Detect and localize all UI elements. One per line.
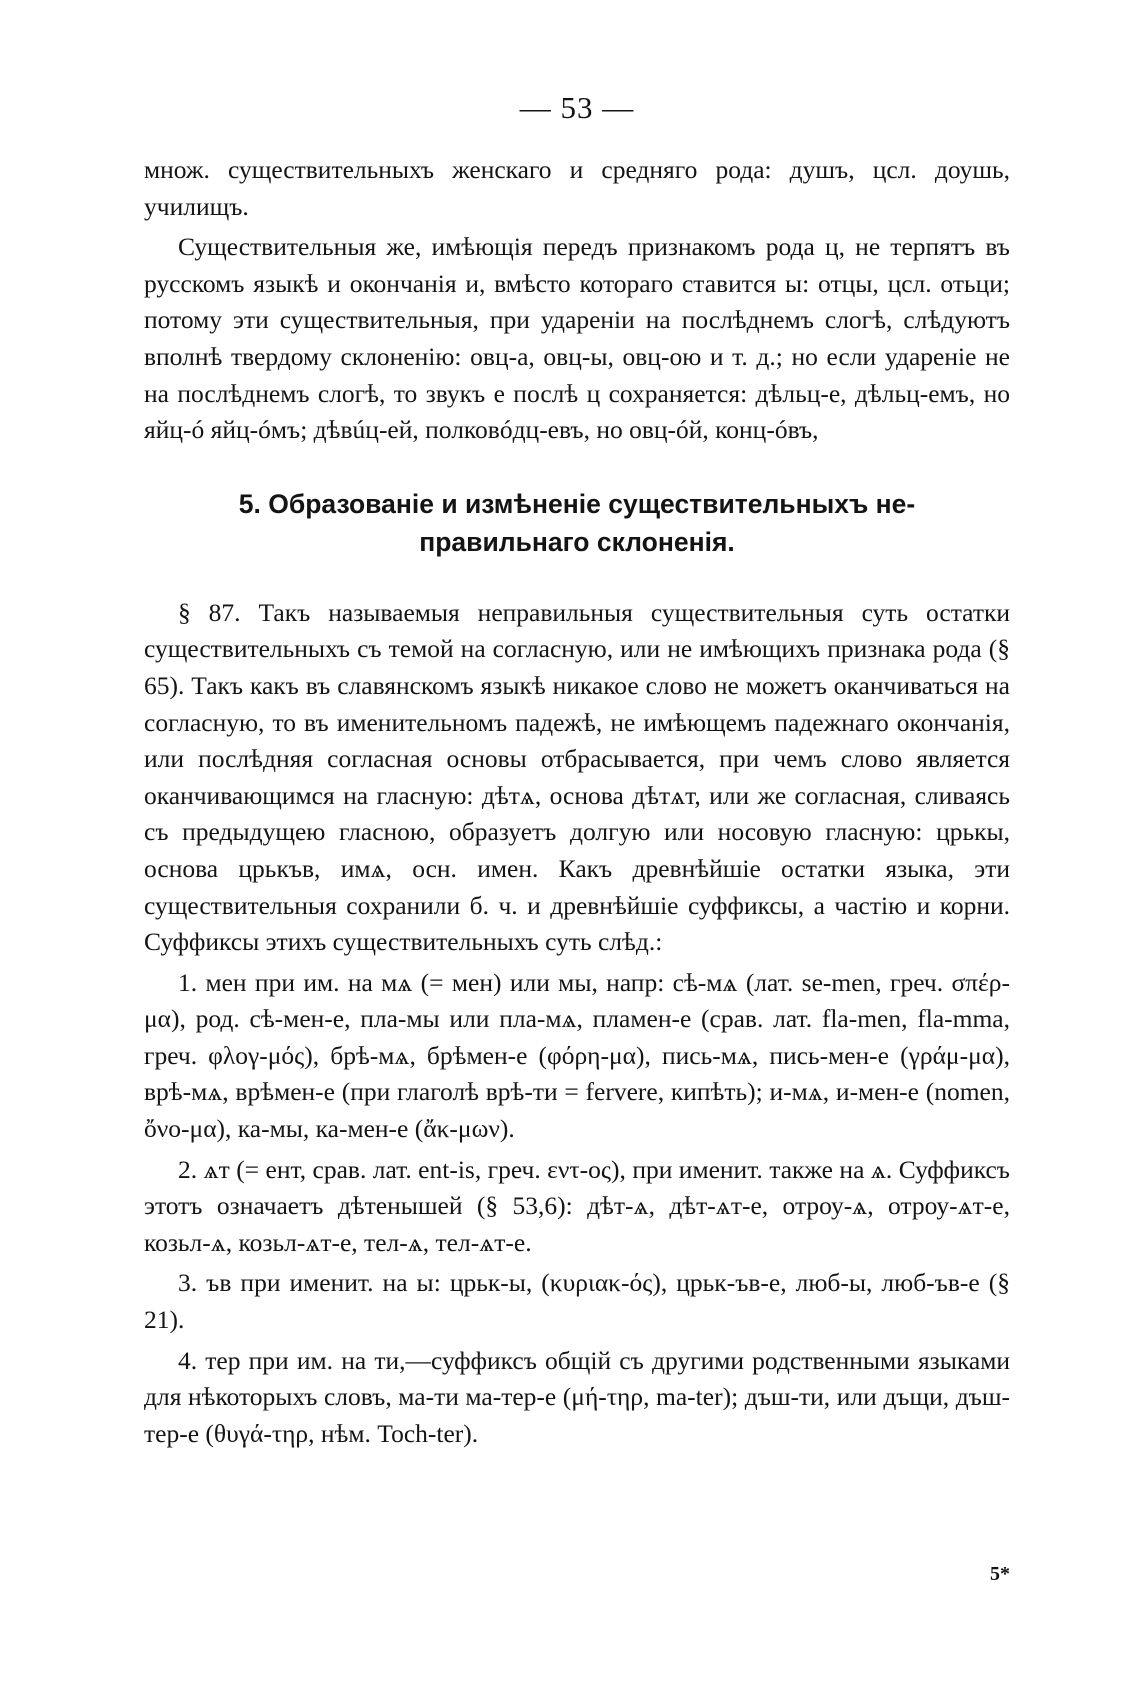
section-heading-line-1: 5. Образованіе и измѣненіе существительныхъ не- <box>238 488 916 519</box>
paragraph-suffix-yat: 2. ѧт (= ент, срав. лат. ent-is, греч. εντ-ος), при именит. также на ѧ. Суффиксъ этотъ означаетъ дѣтенышей (§ 53,6): дѣт-ѧ, дѣт-ѧт-е, отроу-ѧ, отроу-ѧт-е, козьл-ѧ, козьл-ѧт-е, тел-ѧ, тел-ѧт-е. <box>144 1154 1010 1257</box>
paragraph-suffix-men: 1. мен при им. на мѧ (= мен) или мы, напр: сѣ-мѧ (лат. se-men, греч. σπέρ-μα), род. сѣ-мен-е, пла-мы или пла-мѧ, пламен-е (срав. лат. fla-men, fla-mma, греч. φλογ-μός), брѣ-мѧ, брѣмен-е (φόρη-μα), пись-мѧ, пись-мен-е (γράμ-μα), врѣ-мѧ, врѣмен-е (при глаголѣ врѣ-ти = fervere, кипѣть); и-мѧ, и-мен-е (nomen, ὄνο-μα), ка-мы, ка-мен-е (ἄκ-μων). <box>144 967 1010 1144</box>
paragraph-section-87: § 87. Такъ называемыя неправильныя существительныя суть остатки существительныхъ съ темой на согласную, или не имѣющихъ признака рода (§ 65). Такъ какъ въ славянскомъ языкѣ никакое слово не можетъ оканчиваться на согласную, то въ именительномъ падежѣ, не имѣющемъ падежнаго окончанія, или послѣдняя согласная основы отбрасывается, при чемъ слово является оканчивающимся на гласную: дѣтѧ, основа дѣтѧт, или же согласная, сливаясь съ предыдущею гласною, образуетъ долгую или носовую гласную: црькы, основа црькъв, имѧ, осн. имен. Какъ древнѣйшіе остатки языка, эти существительныя сохранили б. ч. и древнѣйшіе суффиксы, а частію и корни. Суффиксы этихъ существительныхъ суть слѣд.: <box>144 597 1010 957</box>
paragraph-nouns-with-ts: Существительныя же, имѣющія передъ признакомъ рода ц, не терпятъ въ русскомъ языкѣ и окончанія и, вмѣсто котораго ставится ы: отцы, цсл. отьци; потому эти существительныя, при удареніи на послѣднемъ слогѣ, слѣдуютъ вполнѣ твердому склоненію: овц-а, овц-ы, овц-ою и т. д.; но если удареніе не на послѣднемъ слогѣ, то звукъ е послѣ ц сохраняется: дѣльц-е, дѣльц-емъ, но яйц-ó яйц-óмъ; дѣвúц-ей, полковóдц-евъ, но овц-óй, конц-óвъ, <box>144 232 1010 445</box>
paragraph-suffix-uv: 3. ъв при именит. на ы: црьк-ы, (κυριακ-ός), црьк-ъв-е, люб-ы, люб-ъв-е (§ 21). <box>144 1268 1010 1335</box>
section-heading <box>144 485 1010 561</box>
paragraph-suffix-ter: 4. тер при им. на ти,—суффиксъ общій съ другими родственными языками для нѣкоторыхъ словъ, ма-ти ма-тер-е (μή-τηρ, ma-ter); дъш-ти, или дъщи, дъш-тер-е (θυγά-τηρ, нѣм. Toch-ter). <box>144 1345 1010 1448</box>
page-body <box>144 86 1010 1452</box>
section-heading-line-2: правильнаго склоненія. <box>419 526 735 557</box>
page-number: — 53 — <box>519 90 635 125</box>
paragraph-continuation: множ. существительныхъ женскаго и средняго рода: душъ, цсл. доушь, училищъ. <box>144 155 1010 221</box>
signature-mark: 5* <box>990 1563 1010 1585</box>
